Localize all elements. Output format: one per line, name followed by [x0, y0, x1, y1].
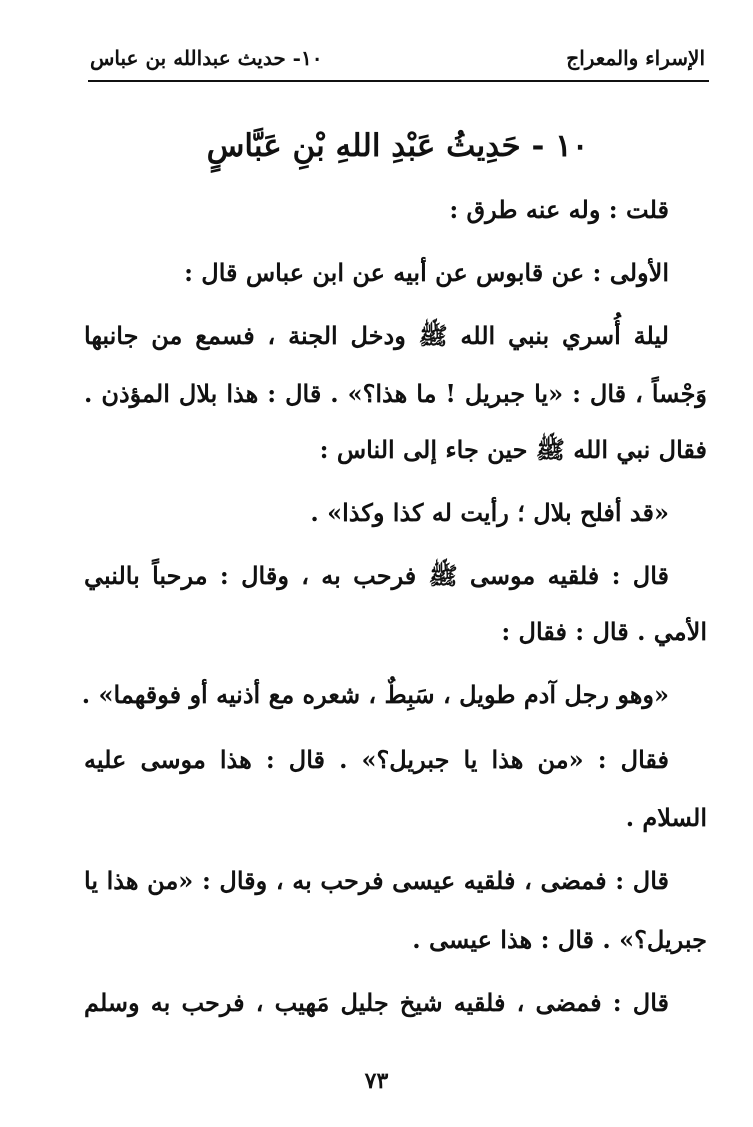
- text-line: فقال : «من هذا يا جبريل؟» . قال : هذا موسى عليه: [84, 745, 669, 774]
- book-title: الإسراء والمعراج: [566, 46, 705, 70]
- text-line: ليلة أُسري بنبي الله ﷺ ودخل الجنة ، فسمع من جانبها: [84, 321, 669, 350]
- chapter-title: ١٠ - حَدِيثُ عَبْدِ اللهِ بْنِ عَبَّاسٍ: [206, 128, 589, 164]
- text-line: وَجْساً ، قال : «يا جبريل ! ما هذا؟» . قال : هذا بلال المؤذن .: [84, 379, 707, 408]
- text-line: قال : فمضى ، فلقيه شيخ جليل مَهيب ، فرحب به وسلم: [84, 988, 669, 1017]
- text-line: قال : فلقيه موسى ﷺ فرحب به ، وقال : مرحباً بالنبي: [84, 561, 669, 590]
- text-line: الأولى : عن قابوس عن أبيه عن ابن عباس قال :: [184, 258, 669, 287]
- text-line: جبريل؟» . قال : هذا عيسى .: [412, 925, 707, 954]
- text-line: قلت : وله عنه طرق :: [449, 195, 669, 224]
- running-header: [90, 38, 705, 78]
- section-title: ١٠- حديث عبدالله بن عباس: [90, 46, 323, 70]
- text-line: الأمي . قال : فقال :: [501, 617, 707, 646]
- text-line: «وهو رجل آدم طويل ، سَبِطٌ ، شعره مع أذنيه أو فوقهما» .: [81, 680, 669, 709]
- text-line: السلام .: [625, 803, 707, 832]
- text-line: فقال نبي الله ﷺ حين جاء إلى الناس :: [319, 435, 707, 464]
- page-number: ٧٣: [364, 1068, 389, 1094]
- header-rule: [88, 80, 709, 82]
- text-line: «قد أفلح بلال ؛ رأيت له كذا وكذا» .: [310, 498, 669, 527]
- text-line: قال : فمضى ، فلقيه عيسى فرحب به ، وقال : «من هذا يا: [84, 866, 669, 895]
